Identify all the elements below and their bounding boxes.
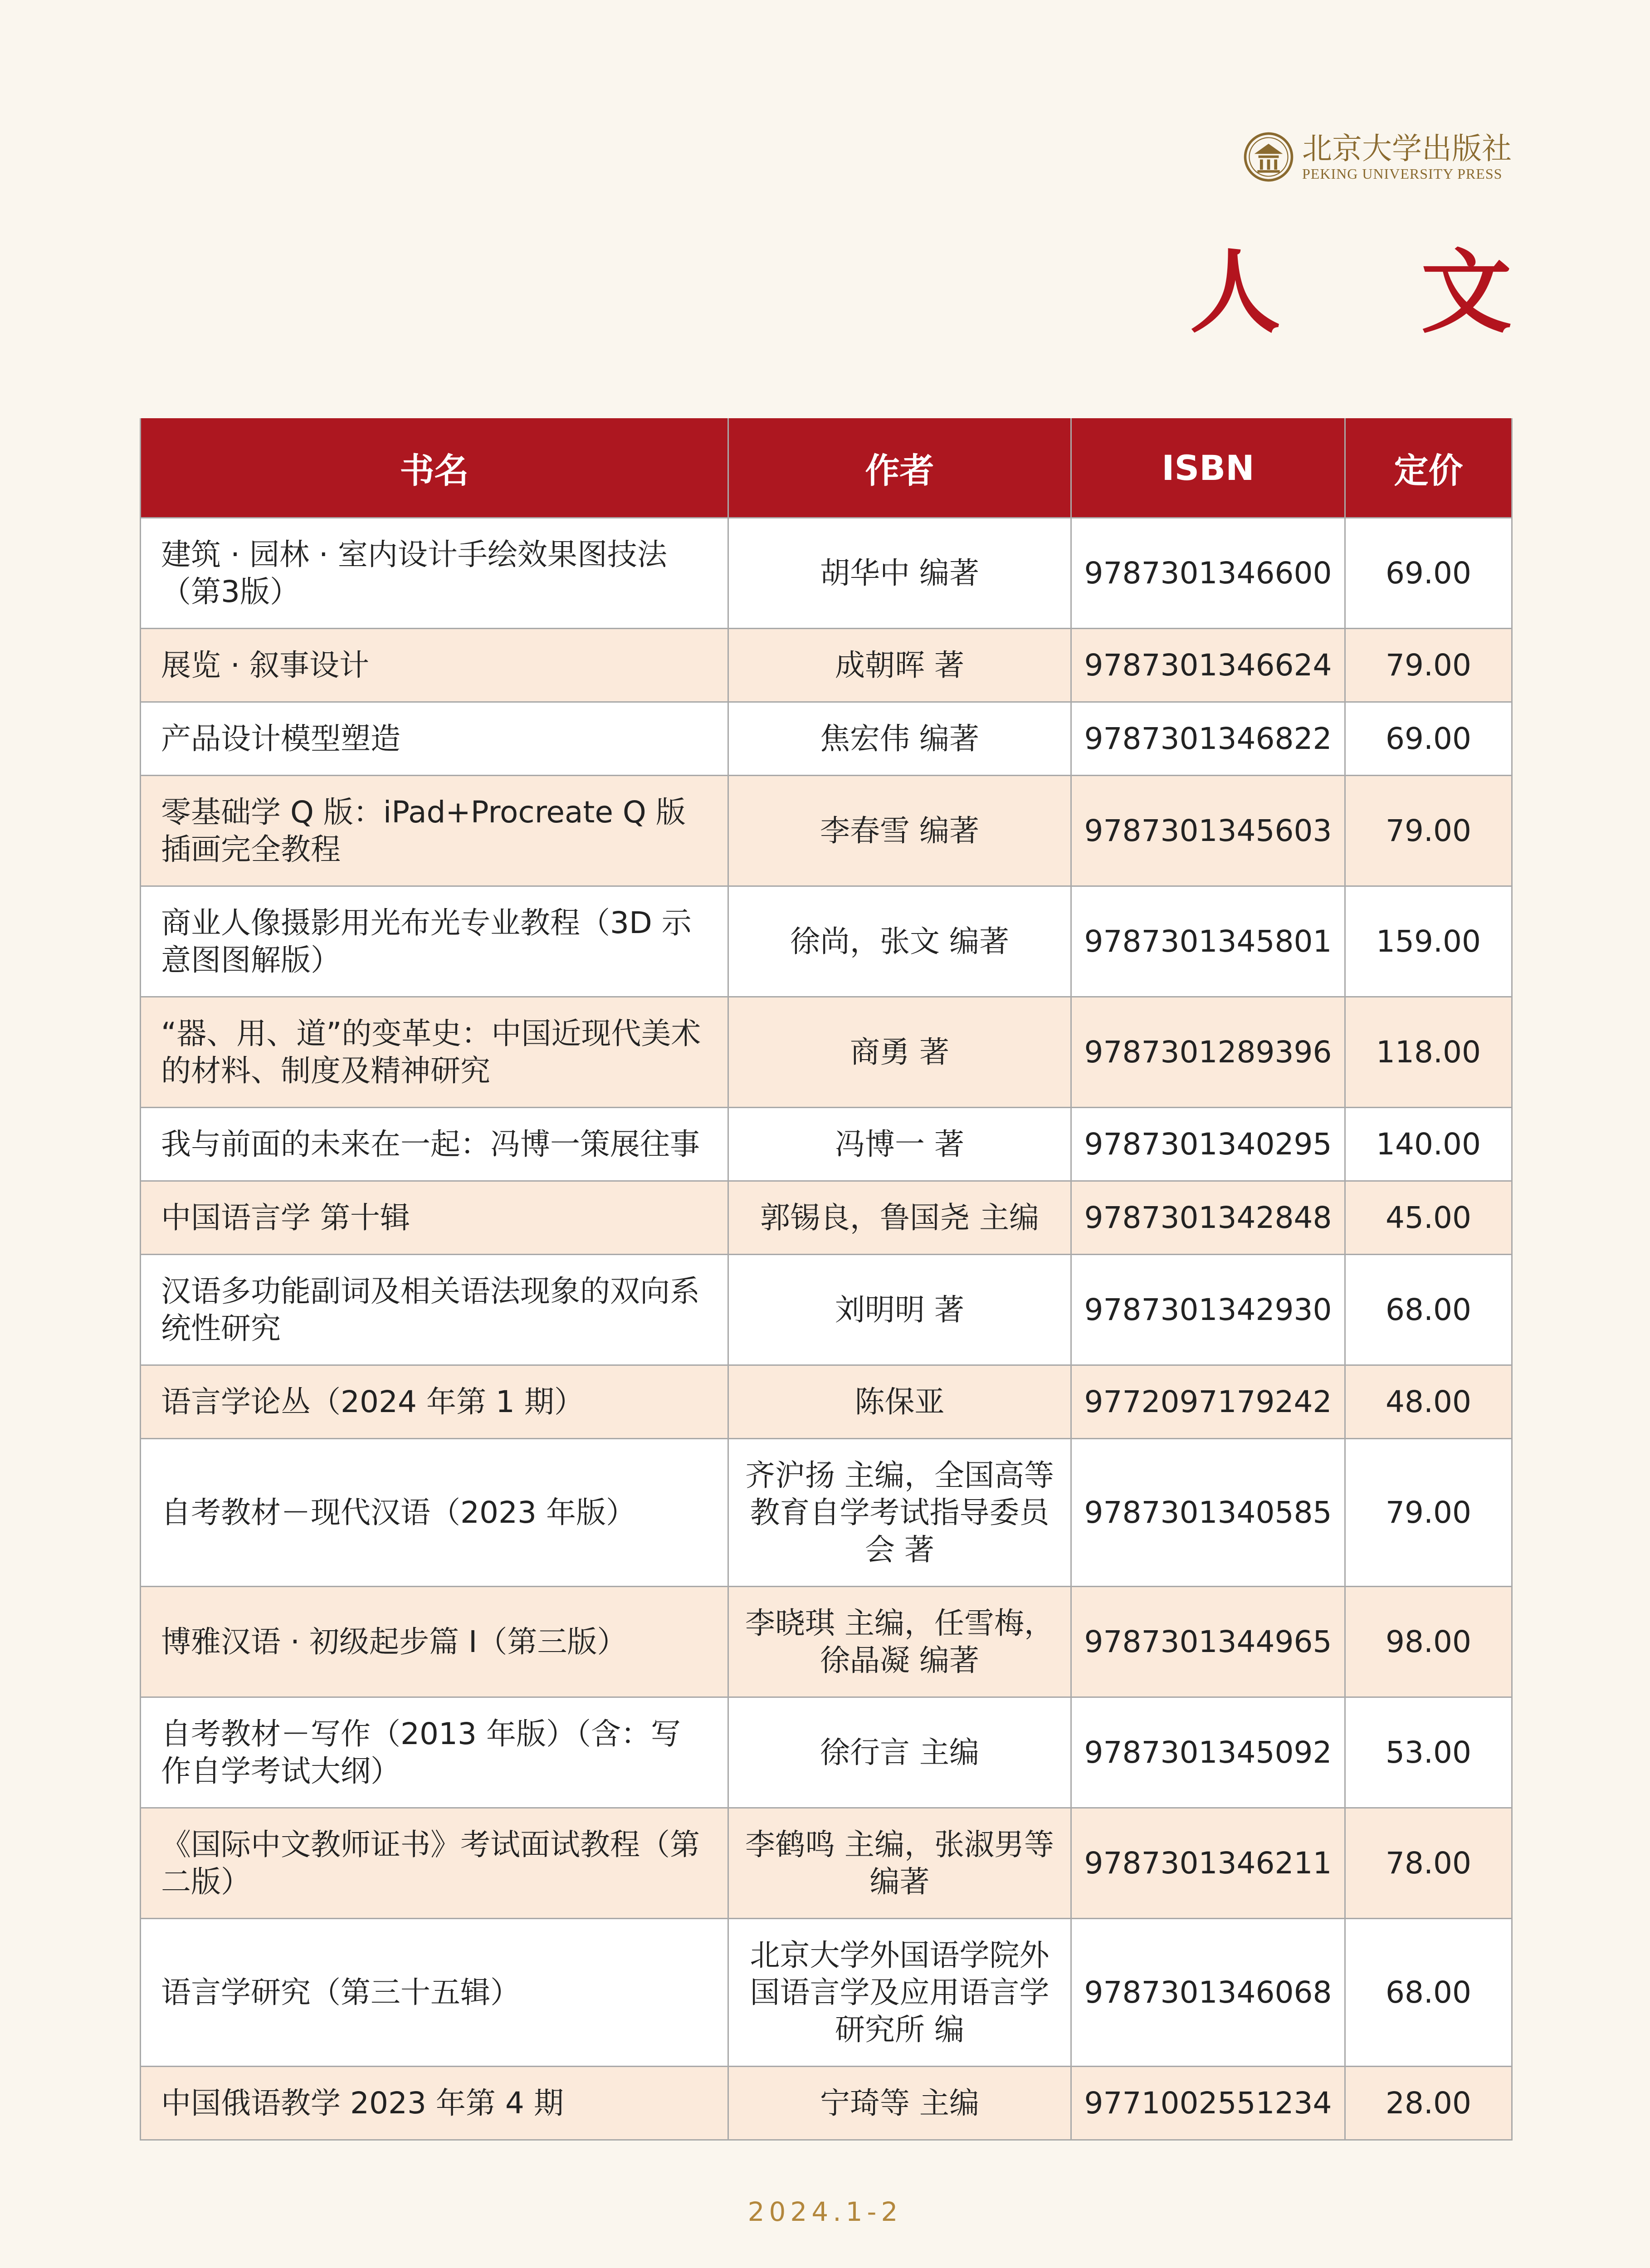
table-row [141,518,1512,629]
table-header-row [141,418,1512,518]
book-title-cell: 商业人像摄影用光布光专业教程（3D 示意图图解版） [141,886,728,997]
book-title-cell: 语言学论丛（2024 年第 1 期） [141,1365,728,1439]
book-author-cell: 徐尚，张文 编著 [728,886,1071,997]
book-author-cell: 齐沪扬 主编，全国高等教育自学考试指导委员会 著 [728,1439,1071,1587]
book-isbn-cell: 9787301342848 [1071,1181,1345,1255]
book-author-cell: 刘明明 著 [728,1255,1071,1365]
book-price-cell: 79.00 [1345,776,1512,886]
table-row [141,1255,1512,1365]
book-price-cell: 53.00 [1345,1697,1512,1808]
book-author-cell: 李鹤鸣 主编，张淑男等 编著 [728,1808,1071,1919]
book-isbn-cell: 9787301340295 [1071,1108,1345,1181]
book-title-cell: 中国俄语教学 2023 年第 4 期 [141,2067,728,2140]
table-row [141,997,1512,1108]
table-row [141,1439,1512,1587]
book-author-cell: 冯博一 著 [728,1108,1071,1181]
book-isbn-cell: 9787301345801 [1071,886,1345,997]
book-isbn-cell: 9787301346822 [1071,702,1345,776]
book-price-cell: 78.00 [1345,1808,1512,1919]
book-price-cell: 79.00 [1345,1439,1512,1587]
publisher-brand [1243,132,1512,182]
book-title-cell: “器、用、道”的变革史：中国近现代美术的材料、制度及精神研究 [141,997,728,1108]
book-list-table [140,418,1513,2141]
book-price-cell: 98.00 [1345,1587,1512,1697]
publisher-seal-icon [1243,132,1294,182]
book-author-cell: 郭锡良，鲁国尧 主编 [728,1181,1071,1255]
table-row [141,1365,1512,1439]
book-price-cell: 68.00 [1345,1255,1512,1365]
book-author-cell: 李晓琪 主编，任雪梅，徐晶凝 编著 [728,1587,1071,1697]
book-author-cell: 徐行言 主编 [728,1697,1071,1808]
book-title-cell: 语言学研究（第三十五辑） [141,1919,728,2067]
book-author-cell: 商勇 著 [728,997,1071,1108]
table-row [141,1697,1512,1808]
book-isbn-cell: 9787301346624 [1071,629,1345,702]
book-author-cell: 胡华中 编著 [728,518,1071,629]
book-isbn-cell: 9787301345603 [1071,776,1345,886]
book-price-cell: 79.00 [1345,629,1512,702]
book-price-cell: 28.00 [1345,2067,1512,2140]
table-row [141,1919,1512,2067]
table-row [141,776,1512,886]
column-header-title: 书名 [141,418,728,518]
book-title-cell: 展览 · 叙事设计 [141,629,728,702]
publisher-name-cn: 北京大学出版社 [1302,131,1512,166]
book-price-cell: 140.00 [1345,1108,1512,1181]
section-title: 人 文 [1190,239,1566,346]
book-title-cell: 建筑 · 园林 · 室内设计手绘效果图技法（第3版） [141,518,728,629]
book-isbn-cell: 9787301346600 [1071,518,1345,629]
book-title-cell: 自考教材－现代汉语（2023 年版） [141,1439,728,1587]
table-row [141,1587,1512,1697]
table-row [141,2067,1512,2140]
book-title-cell: 我与前面的未来在一起：冯博一策展往事 [141,1108,728,1181]
book-price-cell: 45.00 [1345,1181,1512,1255]
table-row [141,1181,1512,1255]
book-title-cell: 零基础学 Q 版：iPad+Procreate Q 版插画完全教程 [141,776,728,886]
book-author-cell: 焦宏伟 编著 [728,702,1071,776]
book-price-cell: 118.00 [1345,997,1512,1108]
book-price-cell: 48.00 [1345,1365,1512,1439]
book-title-cell: 汉语多功能副词及相关语法现象的双向系统性研究 [141,1255,728,1365]
book-isbn-cell: 9772097179242 [1071,1365,1345,1439]
book-title-cell: 《国际中文教师证书》考试面试教程（第二版） [141,1808,728,1919]
book-isbn-cell: 9771002551234 [1071,2067,1345,2140]
table-row [141,1108,1512,1181]
book-isbn-cell: 9787301344965 [1071,1587,1345,1697]
issue-date: 2024.1-2 [747,2196,903,2227]
book-author-cell: 成朝晖 著 [728,629,1071,702]
book-title-cell: 自考教材－写作（2013 年版）（含：写作自学考试大纲） [141,1697,728,1808]
book-price-cell: 159.00 [1345,886,1512,997]
book-isbn-cell: 9787301345092 [1071,1697,1345,1808]
book-isbn-cell: 9787301342930 [1071,1255,1345,1365]
column-header-price: 定价 [1345,418,1512,518]
book-price-cell: 69.00 [1345,518,1512,629]
column-header-author: 作者 [728,418,1071,518]
book-author-cell: 陈保亚 [728,1365,1071,1439]
publisher-name-en: PEKING UNIVERSITY PRESS [1302,166,1503,182]
table-row [141,629,1512,702]
book-title-cell: 中国语言学 第十辑 [141,1181,728,1255]
book-title-cell: 产品设计模型塑造 [141,702,728,776]
table-row [141,702,1512,776]
book-isbn-cell: 9787301340585 [1071,1439,1345,1587]
book-isbn-cell: 9787301346211 [1071,1808,1345,1919]
book-price-cell: 69.00 [1345,702,1512,776]
table-row [141,886,1512,997]
book-isbn-cell: 9787301346068 [1071,1919,1345,2067]
book-isbn-cell: 9787301289396 [1071,997,1345,1108]
book-title-cell: 博雅汉语 · 初级起步篇 I（第三版） [141,1587,728,1697]
book-author-cell: 北京大学外国语学院外国语言学及应用语言学研究所 编 [728,1919,1071,2067]
book-author-cell: 李春雪 编著 [728,776,1071,886]
book-price-cell: 68.00 [1345,1919,1512,2067]
table-body [141,518,1512,2140]
book-author-cell: 宁琦等 主编 [728,2067,1071,2140]
column-header-isbn: ISBN [1071,418,1345,518]
table-row [141,1808,1512,1919]
